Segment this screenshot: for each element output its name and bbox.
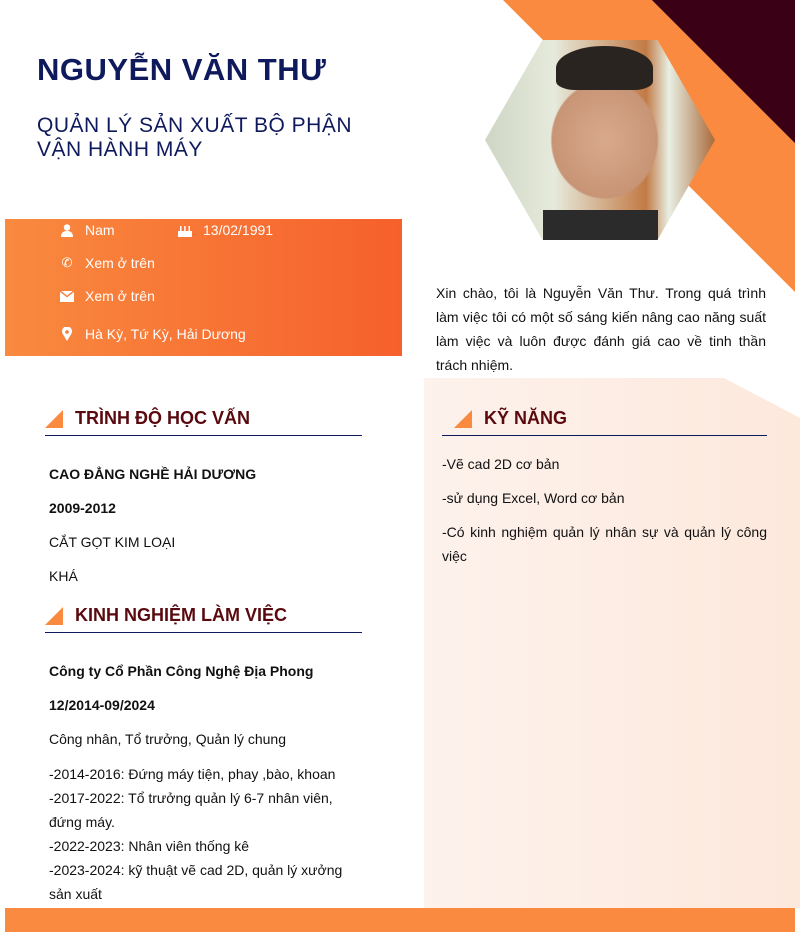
- job-title: QUẢN LÝ SẢN XUẤT BỘ PHẬN VẬN HÀNH MÁY: [37, 114, 353, 161]
- triangle-icon: [454, 410, 472, 428]
- triangle-icon: [45, 607, 63, 625]
- address-row: [60, 326, 246, 342]
- education-major: CẮT GỌT KIM LOẠI: [49, 534, 176, 550]
- education-grade: KHÁ: [49, 568, 78, 584]
- summary-text: Xin chào, tôi là Nguyễn Văn Thư. Trong quá trình làm việc tôi có một số sáng kiến nâng cao năng suất làm việc và luôn được đánh giá cao về tinh thần trách nhiệm.: [436, 285, 766, 373]
- education-period: 2009-2012: [49, 500, 116, 516]
- education-section: [45, 408, 362, 436]
- experience-details: [49, 762, 344, 906]
- company-name: Công ty Cổ Phần Công Nghệ Địa Phong: [49, 663, 314, 679]
- school-name: CAO ĐẲNG NGHỀ HẢI DƯƠNG: [49, 466, 257, 482]
- phone-value: Xem ở trên: [85, 255, 155, 271]
- detail-item: -2017-2022: Tổ trưởng quản lý 6-7 nhân viên, đứng máy.: [49, 790, 333, 830]
- birthday-value: 13/02/1991: [203, 222, 274, 238]
- footer-bar: [5, 908, 795, 932]
- experience-position: Công nhân, Tổ trưởng, Quản lý chung: [49, 731, 286, 747]
- envelope-icon: [60, 291, 74, 302]
- skill-item: -Vẽ cad 2D cơ bản: [442, 456, 560, 472]
- detail-item: -2014-2016: Đứng máy tiện, phay ,bào, khoan: [49, 766, 336, 782]
- gender-value: Nam: [85, 222, 115, 238]
- map-pin-icon: [60, 327, 74, 341]
- phone-icon: ✆: [61, 255, 73, 270]
- divider: [45, 632, 362, 633]
- address-value: Hà Kỳ, Tứ Kỳ, Hải Dương: [85, 326, 246, 342]
- divider: [442, 435, 767, 436]
- contact-panel: [5, 219, 402, 356]
- skills-heading: KỸ NĂNG: [484, 408, 568, 428]
- triangle-icon: [45, 410, 63, 428]
- birthday-row: [178, 222, 273, 238]
- experience-heading: KINH NGHIỆM LÀM VIỆC: [75, 605, 288, 625]
- experience-period: 12/2014-09/2024: [49, 697, 155, 713]
- skills-section: [442, 408, 767, 436]
- divider: [45, 435, 362, 436]
- education-heading: TRÌNH ĐỘ HỌC VẤN: [75, 408, 250, 428]
- skill-item: -sử dụng Excel, Word cơ bản: [442, 490, 625, 506]
- phone-row: [60, 255, 155, 271]
- experience-section: [45, 605, 362, 633]
- gender-row: [60, 222, 115, 238]
- email-value: Xem ở trên: [85, 288, 155, 304]
- detail-item: -2023-2024: kỹ thuật vẽ cad 2D, quản lý xưởng sản xuất: [49, 862, 343, 902]
- birthday-cake-icon: [178, 224, 192, 237]
- email-row: [60, 288, 155, 304]
- candidate-name: NGUYỄN VĂN THƯ: [37, 52, 327, 87]
- skill-item: -Có kinh nghiệm quản lý nhân sự và quản lý công việc: [442, 524, 767, 564]
- skills-list: [442, 452, 767, 568]
- user-icon: [60, 224, 74, 237]
- detail-item: -2022-2023: Nhân viên thống kê: [49, 838, 250, 854]
